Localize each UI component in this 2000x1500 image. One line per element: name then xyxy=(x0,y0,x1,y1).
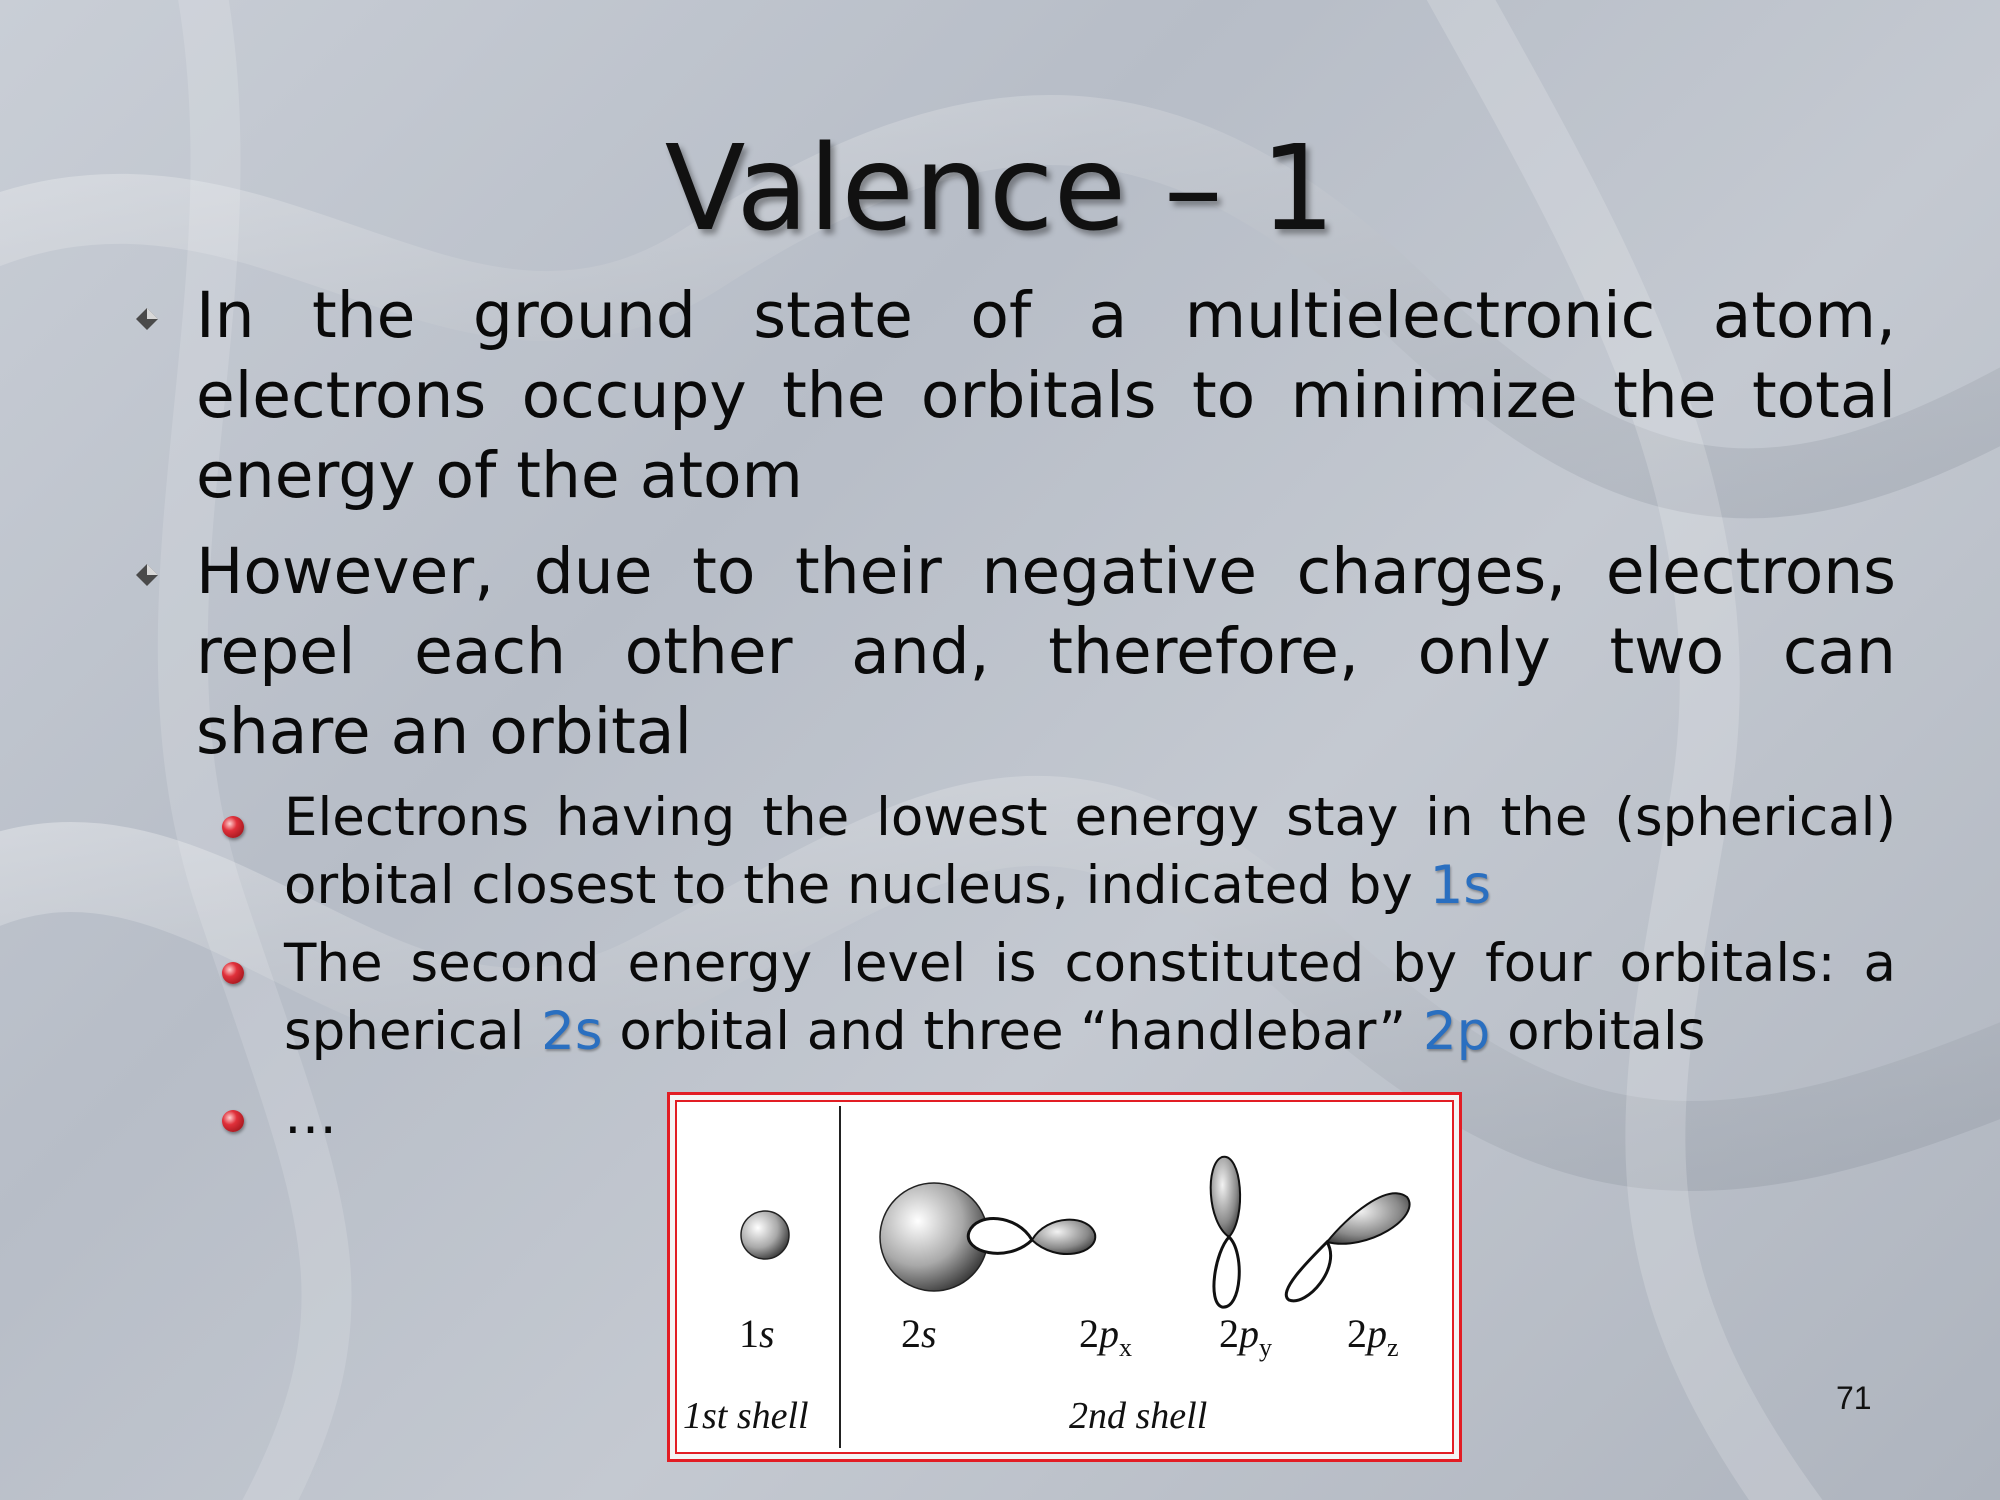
label-sub: z xyxy=(1387,1333,1399,1362)
label-1st-shell: 1st shell xyxy=(683,1395,809,1437)
slide-title: Valence – 1 xyxy=(664,119,1336,257)
orbital-2py-shape xyxy=(1211,1157,1240,1307)
orbital-figure xyxy=(667,1092,1462,1462)
subbullet-line xyxy=(284,998,1896,1066)
subbullet-second-level xyxy=(284,930,1896,1066)
bullet-ground-state xyxy=(196,276,1896,516)
orbital-figure-panel xyxy=(675,1100,1454,1454)
label-main: 2 xyxy=(1347,1311,1367,1356)
subbullet-ellipsis: … xyxy=(284,1085,337,1146)
label-main: 2 xyxy=(1219,1311,1239,1356)
subbullet-line: Electrons having the lowest energy stay in the (spherical) xyxy=(284,787,1896,848)
label-main: 2 xyxy=(1079,1311,1099,1356)
diamond-bullet-icon xyxy=(134,562,160,588)
subbullet-text: orbitals xyxy=(1490,1001,1706,1062)
red-ball-bullet-icon xyxy=(222,962,244,984)
label-2py xyxy=(1219,1310,1272,1363)
label-italic: p xyxy=(1099,1311,1119,1356)
orbital-1s-shape xyxy=(741,1211,789,1259)
diamond-bullet-icon xyxy=(134,306,160,332)
orbital-2pz-shape xyxy=(1286,1193,1409,1300)
label-sub: y xyxy=(1259,1333,1272,1362)
label-sub: x xyxy=(1119,1333,1132,1362)
label-italic: p xyxy=(1367,1311,1387,1356)
bullet-line: energy of the atom xyxy=(196,439,803,512)
label-2s xyxy=(901,1310,937,1357)
label-italic: p xyxy=(1239,1311,1259,1356)
highlight-2p: 2p xyxy=(1422,1001,1491,1062)
bullet-line: However, due to their negative charges, electrons xyxy=(196,535,1896,608)
label-1s xyxy=(739,1310,775,1357)
highlight-1s: 1s xyxy=(1429,855,1491,916)
bullet-line: electrons occupy the orbitals to minimize the total xyxy=(196,359,1896,432)
subbullet-text: orbital and three “handlebar” xyxy=(602,1001,1423,1062)
label-italic: s xyxy=(759,1311,775,1356)
subbullet-text: orbital closest to the nucleus, indicated by xyxy=(284,855,1430,916)
bullet-negative-charges xyxy=(196,532,1896,772)
subbullet-lowest-energy xyxy=(284,784,1896,920)
orbital-2px-shape xyxy=(968,1219,1095,1254)
subbullet-text: spherical xyxy=(284,1001,542,1062)
label-main: 2 xyxy=(901,1311,921,1356)
page-number: 71 xyxy=(1836,1380,1872,1416)
label-2pz xyxy=(1347,1310,1399,1363)
red-ball-bullet-icon xyxy=(222,1110,244,1132)
subbullet-line xyxy=(284,852,1896,920)
bullet-line: repel each other and, therefore, only two can xyxy=(196,615,1896,688)
subbullet-line: The second energy level is constituted by four orbitals: a xyxy=(284,933,1896,994)
label-2nd-shell: 2nd shell xyxy=(1069,1395,1208,1437)
red-ball-bullet-icon xyxy=(222,816,244,838)
bullet-line: share an orbital xyxy=(196,695,692,768)
label-2px xyxy=(1079,1310,1132,1363)
label-main: 1 xyxy=(739,1311,759,1356)
label-italic: s xyxy=(921,1311,937,1356)
bullet-line: In the ground state of a multielectronic atom, xyxy=(196,279,1896,352)
highlight-2s: 2s xyxy=(541,1001,603,1062)
